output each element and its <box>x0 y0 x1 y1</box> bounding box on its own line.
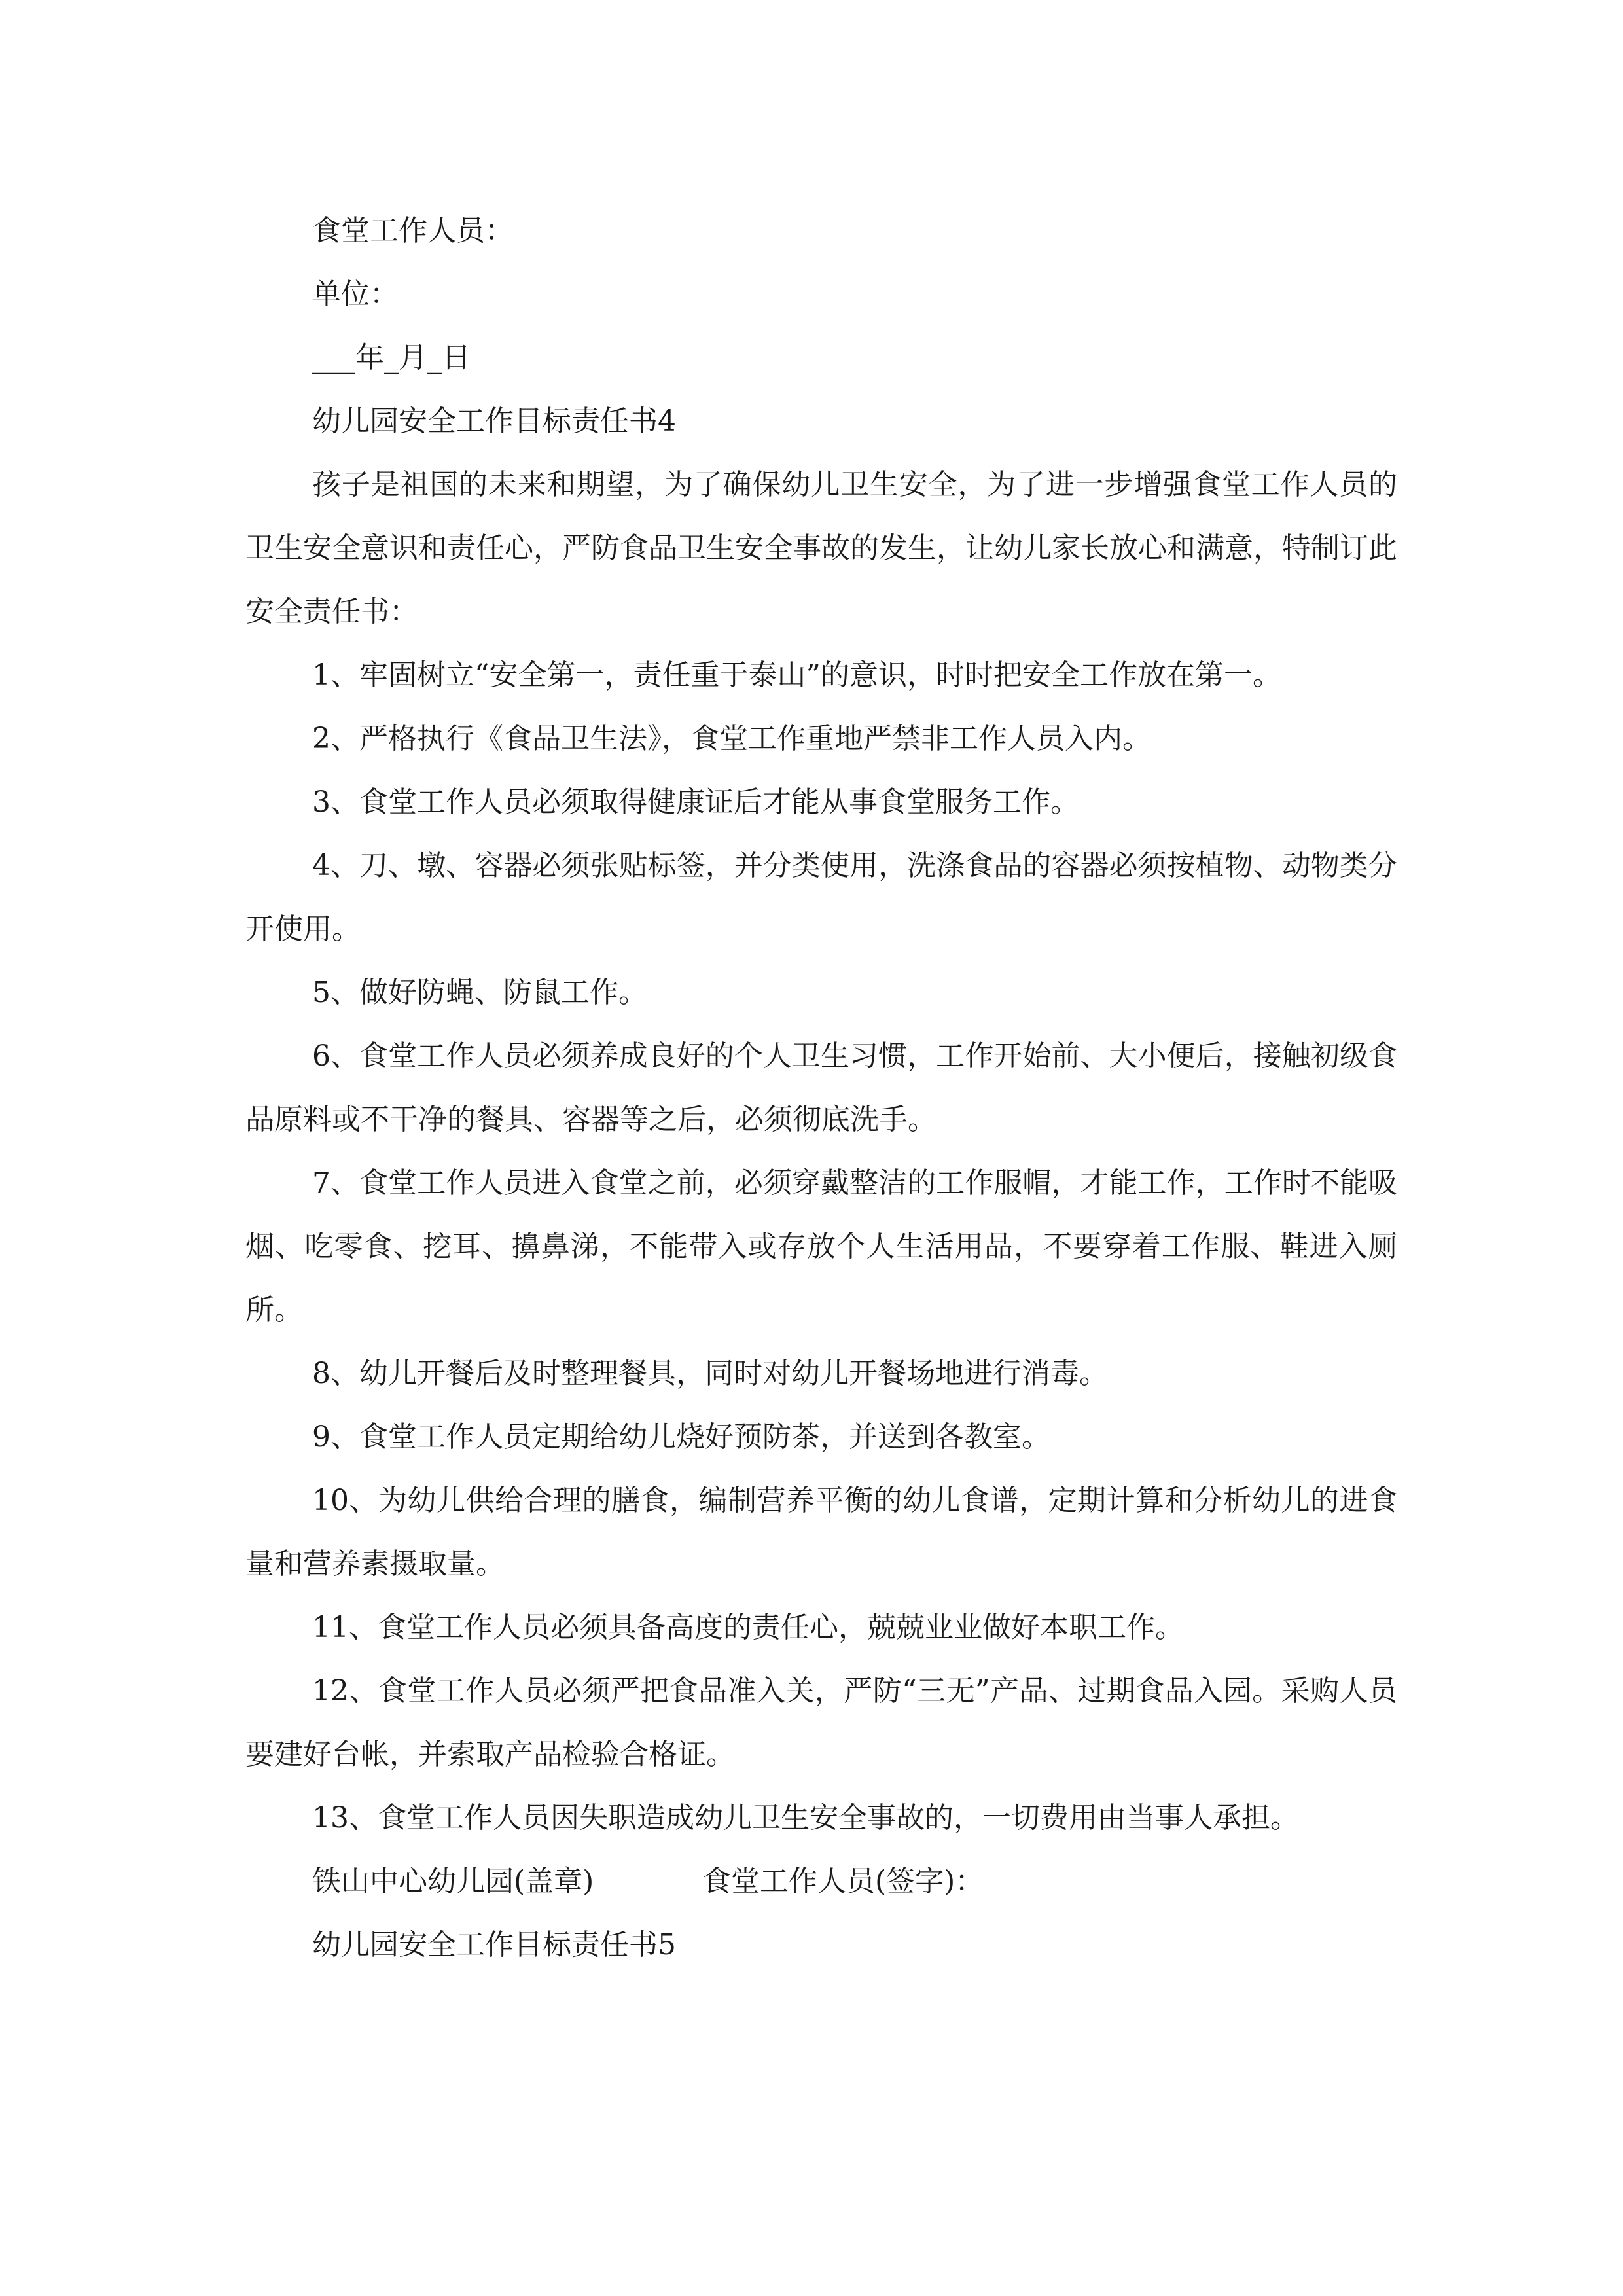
item-10: 10、为幼儿供给合理的膳食，编制营养平衡的幼儿食谱，定期计算和分析幼儿的进食量和营养素摄取量。 <box>245 1484 1397 1581</box>
staff-line: 食堂工作人员： <box>312 214 514 247</box>
next-section-title: 幼儿园安全工作目标责任书5 <box>312 1928 676 1962</box>
item-4: 4、刀、墩、容器必须张贴标签，并分类使用，洗涤食品的容器必须按植物、动物类分开使用。 <box>245 849 1397 946</box>
item-8: 8、幼儿开餐后及时整理餐具，同时对幼儿开餐场地进行消毒。 <box>312 1357 1108 1390</box>
signature-row <box>245 1850 1397 1913</box>
item-3: 3、食堂工作人员必须取得健康证后才能从事食堂服务工作。 <box>312 785 1079 819</box>
item-13: 13、食堂工作人员因失职造成幼儿卫生安全事故的，一切费用由当事人承担。 <box>312 1801 1299 1835</box>
item-11: 11、食堂工作人员必须具备高度的责任心，兢兢业业做好本职工作。 <box>312 1611 1184 1644</box>
unit-line: 单位： <box>312 278 399 311</box>
item-7: 7、食堂工作人员进入食堂之前，必须穿戴整洁的工作服帽，才能工作，工作时不能吸烟、吃零食、挖耳、擤鼻涕，不能带入或存放个人生活用品，不要穿着工作服、鞋进入厕所。 <box>245 1166 1397 1327</box>
staff-signature: 食堂工作人员(签字)： <box>702 1865 984 1898</box>
item-9: 9、食堂工作人员定期给幼儿烧好预防茶，并送到各教室。 <box>312 1420 1050 1454</box>
item-12: 12、食堂工作人员必须严把食品准入关，严防“三无”产品、过期食品入园。采购人员要建好台帐，并索取产品检验合格证。 <box>245 1674 1397 1771</box>
document-body <box>245 199 1397 1977</box>
item-2: 2、严格执行《食品卫生法》，食堂工作重地严禁非工作人员入内。 <box>312 722 1151 755</box>
item-1: 1、牢固树立“安全第一，责任重于泰山”的意识，时时把安全工作放在第一。 <box>312 658 1281 692</box>
item-5: 5、做好防蝇、防鼠工作。 <box>312 976 647 1009</box>
section-title: 幼儿园安全工作目标责任书4 <box>312 404 676 438</box>
date-line: ___年_月_日 <box>312 341 471 374</box>
item-6: 6、食堂工作人员必须养成良好的个人卫生习惯，工作开始前、大小便后，接触初级食品原料或不干净的餐具、容器等之后，必须彻底洗手。 <box>245 1039 1397 1136</box>
kindergarten-seal: 铁山中心幼儿园(盖章) <box>312 1865 594 1898</box>
preface-paragraph: 孩子是祖国的未来和期望，为了确保幼儿卫生安全，为了进一步增强食堂工作人员的卫生安全意识和责任心，严防食品卫生安全事故的发生，让幼儿家长放心和满意，特制订此安全责任书： <box>245 468 1397 628</box>
